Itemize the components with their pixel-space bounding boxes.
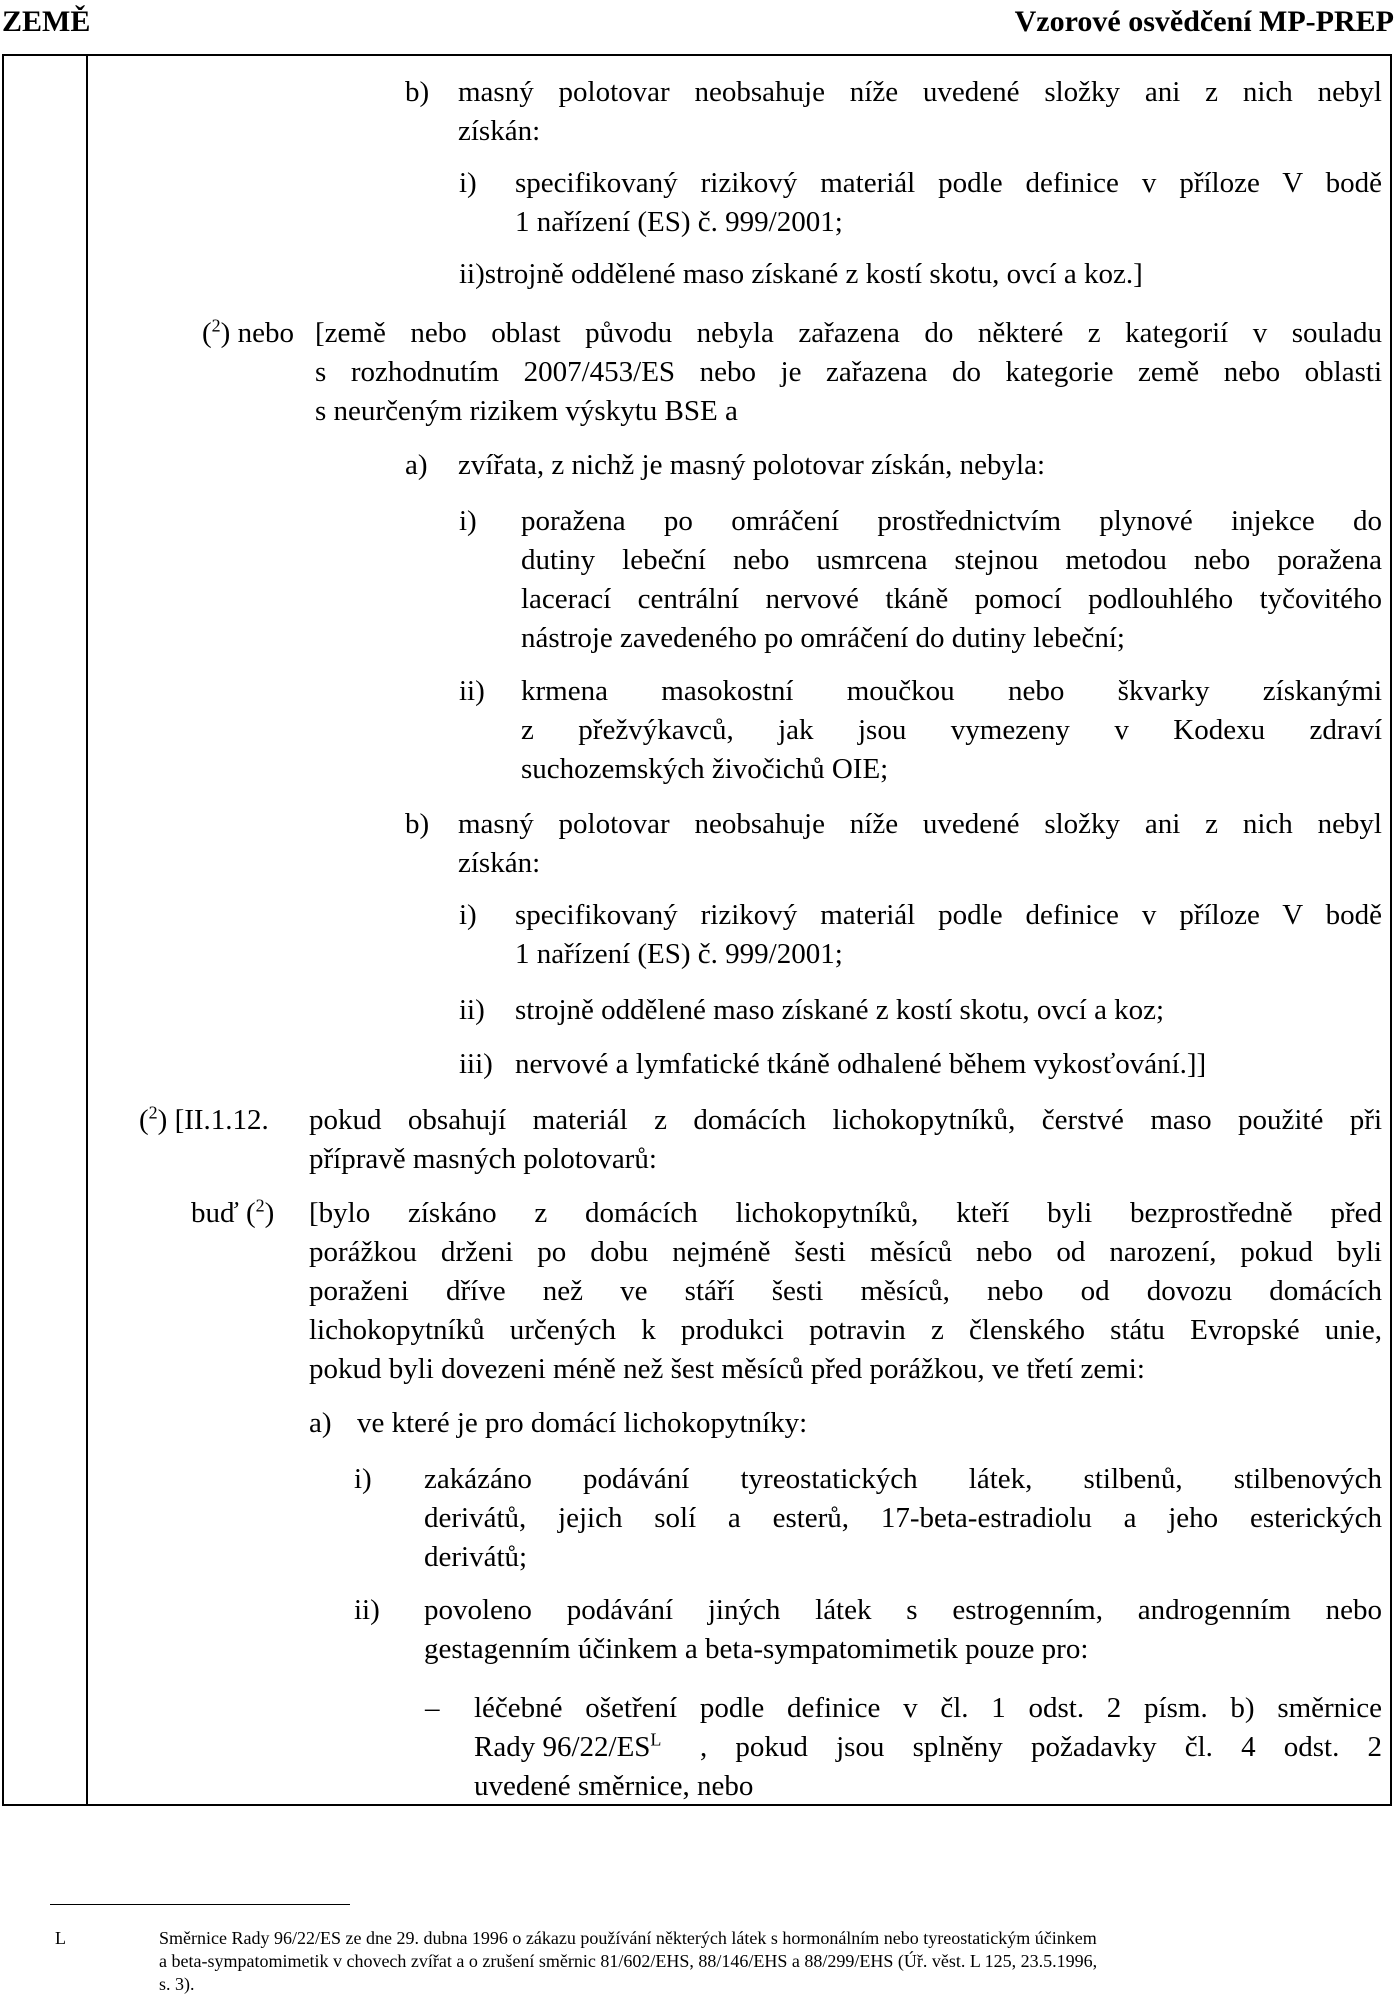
biii-text: nervové a lymfatické tkáně odhalené během vykosťování.]]: [515, 1048, 1207, 1080]
i-label: i): [459, 167, 477, 199]
note-open: (: [139, 1104, 149, 1136]
zeme-line3: s neurčeným rizikem výskytu BSE a: [315, 395, 738, 427]
c-ii-line2: gestagenním účinkem a beta-sympatomimetik pouze pro:: [424, 1633, 1089, 1665]
bi-line1: specifikovaný rizikový materiál podle definice v příloze V bodě: [515, 899, 1382, 931]
zeme-line2: s rozhodnutím 2007/453/ES nebo je zařazena do kategorie země nebo oblasti: [315, 356, 1382, 388]
aii-line2: z přežvýkavců, jak jsou vymezeny v Kodexu zdraví: [521, 714, 1382, 746]
i-line2: 1 nařízení (ES) č. 999/2001;: [515, 206, 843, 238]
note-number: 2: [148, 1102, 158, 1123]
bud-line4: lichokopytníků určených k produkci potravin z členského státu Evropské unie,: [309, 1314, 1382, 1346]
zeme-line1: [země nebo oblast původu nebyla zařazena do některé z kategorií v souladu: [315, 317, 1382, 349]
bud-line1: [bylo získáno z domácích lichokopytníků, kteří byli bezprostředně před: [309, 1197, 1382, 1229]
bud-line2: porážkou drženi po dobu nejméně šesti měsíců nebo od narození, pokud byli: [309, 1236, 1382, 1268]
aii-label: ii): [459, 675, 485, 707]
directive-ref: Rady 96/22/ES: [474, 1731, 651, 1763]
note-close: ) nebo: [220, 317, 294, 349]
left-column-divider: [86, 54, 88, 1806]
bud-line5: pokud byli dovezeni méně než šest měsíců před porážkou, ve třetí zemi:: [309, 1353, 1145, 1385]
aii-line3: suchozemských živočichů OIE;: [521, 753, 889, 785]
ii-line: ii)strojně oddělené maso získané z kostí skotu, ovcí a koz.]: [459, 258, 1143, 290]
b-line1: masný polotovar neobsahuje níže uvedené složky ani z nich nebyl: [458, 76, 1382, 108]
note-ref-2-section: [139, 1101, 269, 1140]
ai-label: i): [459, 505, 477, 537]
note-number: 2: [211, 315, 221, 336]
header-country: ZEMĚ: [2, 5, 91, 38]
bud-number: 2: [255, 1195, 265, 1216]
a-text: zvířata, z nichž je masný polotovar získán, nebyla:: [458, 449, 1046, 481]
c-i-label: i): [354, 1463, 372, 1495]
ai-line1: poražena po omráčení prostřednictvím plynové injekce do: [521, 505, 1382, 537]
dash-line2-start: [474, 1728, 661, 1767]
aii-line1: krmena masokostní moučkou nebo škvarky získanými: [521, 675, 1382, 707]
dash-line1: léčebné ošetření podle definice v čl. 1 odst. 2 písm. b) směrnice: [474, 1692, 1382, 1724]
note-open: (: [202, 317, 212, 349]
footnote-mark: L: [55, 1928, 66, 1948]
c-a-label: a): [309, 1407, 332, 1439]
bi-label: i): [459, 899, 477, 931]
c-i-line3: derivátů;: [424, 1541, 528, 1573]
b-label: b): [405, 76, 430, 108]
biii-label: iii): [459, 1048, 493, 1080]
b2-line1: masný polotovar neobsahuje níže uvedené složky ani z nich nebyl: [458, 808, 1382, 840]
header-certificate-title: Vzorové osvědčení MP-PREP: [1014, 5, 1394, 38]
c-i-line2: derivátů, jejich solí a esterů, 17-beta-estradiolu a jeho esterických: [424, 1502, 1382, 1534]
bii-text: strojně oddělené maso získané z kostí skotu, ovcí a koz;: [515, 994, 1165, 1026]
bi-line2: 1 nařízení (ES) č. 999/2001;: [515, 938, 843, 970]
footnote-line2: a beta-sympatomimetik v chovech zvířat a o zrušení směrnic 81/602/EHS, 88/146/EHS a 88/299/EHS (Úř. věst. L 125, 23.5.1996,: [159, 1951, 1098, 1971]
bud-prefix: buď (: [191, 1197, 256, 1229]
footnote-line1: Směrnice Rady 96/22/ES ze dne 29. dubna 1996 o zákazu používání některých látek s hormonálním nebo tyreostatickým účinkem: [159, 1928, 1097, 1948]
c-ii-label: ii): [354, 1594, 380, 1626]
footnote-separator: [50, 1904, 350, 1905]
dash-line3: uvedené směrnice, nebo: [474, 1770, 754, 1802]
a-label: a): [405, 449, 428, 481]
c-a-text: ve které je pro domácí lichokopytníky:: [357, 1407, 808, 1439]
b2-line2: získán:: [458, 847, 541, 879]
c-i-line1: zakázáno podávání tyreostatických látek, stilbenů, stilbenových: [424, 1463, 1382, 1495]
section-line2: přípravě masných polotovarů:: [309, 1143, 657, 1175]
b2-label: b): [405, 808, 430, 840]
ai-line3: lacerací centrální nervové tkáně pomocí podlouhlého tyčovitého: [521, 583, 1382, 615]
dash-line2-end: , pokud jsou splněny požadavky čl. 4 odst. 2: [700, 1731, 1382, 1763]
b-line2: získán:: [458, 115, 541, 147]
bii-label: ii): [459, 994, 485, 1026]
section-line1: pokud obsahují materiál z domácích lichokopytníků, čerstvé maso použité při: [309, 1104, 1382, 1136]
ai-line2: dutiny lebeční nebo usmrcena stejnou metodou nebo poražena: [521, 544, 1382, 576]
note-close: ) [II.1.12.: [157, 1104, 269, 1136]
bud-suffix: ): [264, 1197, 275, 1229]
ai-line4: nástroje zavedeného po omráčení do dutiny lebeční;: [521, 622, 1125, 654]
note-ref-2-nebo: [202, 314, 294, 353]
i-line1: specifikovaný rizikový materiál podle definice v příloze V bodě: [515, 167, 1382, 199]
c-ii-line1: povoleno podávání jiných látek s estrogenním, androgenním nebo: [424, 1594, 1382, 1626]
dash-bullet: –: [425, 1692, 440, 1724]
footnote-line3: s. 3).: [159, 1974, 195, 1994]
bud-ref: [191, 1194, 274, 1233]
bud-line3: poraženi dříve než ve stáří šesti měsíců, nebo od dovozu domácích: [309, 1275, 1382, 1307]
footnote-ref-L[interactable]: L: [650, 1729, 662, 1750]
